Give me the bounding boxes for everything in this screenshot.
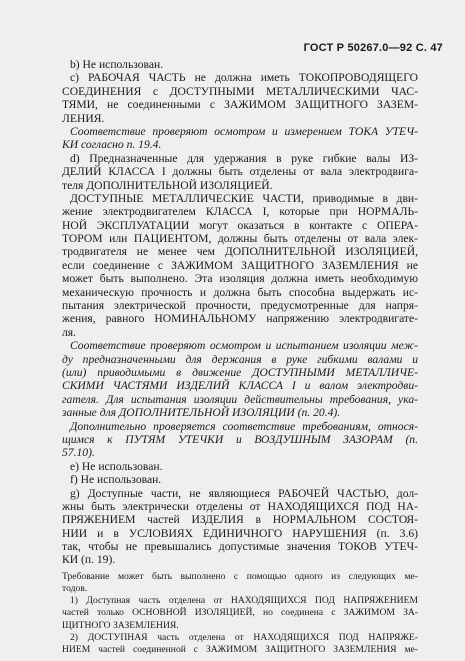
text-line: занные для ДОПОЛНИТЕЛЬНОЙ ИЗОЛЯЦИИ (п. 20.4). <box>62 406 341 420</box>
text-line: тодов. <box>62 583 88 595</box>
text-line: ТОРОМ или ПАЦИЕНТОМ, должны быть отделены от вала элек- <box>62 232 418 246</box>
text-line: может быть выполнено. Эта изоляция должна иметь необходимую <box>62 272 418 286</box>
text-line: 1) Доступная часть отделена от НАХОДЯЩИХСЯ ПОД НАПРЯЖЕНИЕМ <box>70 595 418 607</box>
text-line: ДЕЛИЙ КЛАССА I должны быть отделены от вала электродвига- <box>62 165 418 179</box>
text-line: 57.10). <box>62 446 95 460</box>
text-line: ду предназначенными для держания в руке гибкими валами и <box>62 352 418 366</box>
text-line: тродвигателя не менее чем ДОПОЛНИТЕЛЬНОЙ ИЗОЛЯЦИЕЙ, <box>62 245 418 259</box>
text-line: ДОСТУПНЫЕ МЕТАЛЛИЧЕСКИЕ ЧАСТИ, приводимые в дви- <box>70 191 418 205</box>
text-line: жны быть электрически отделены от НАХОДЯЩИХСЯ ПОД НА- <box>62 499 418 513</box>
page-header: ГОСТ Р 50267.0—92 С. 47 <box>303 42 443 54</box>
text-line: НИИ и в УСЛОВИЯХ ЕДИНИЧНОГО НАРУШЕНИЯ (п. 3.6) <box>62 526 418 540</box>
text-line: гателя. Для испытания изоляции действительны требования, ука- <box>62 392 418 406</box>
text-line: b) Не использован. <box>70 58 164 71</box>
text-line: Требование может быть выполнено с помощью одного из следующих ме- <box>62 570 418 582</box>
text-line: с) РАБОЧАЯ ЧАСТЬ не должна иметь ТОКОПРОВОДЯЩЕГО <box>70 71 418 85</box>
text-line: (или) приводимыми в движение ДОСТУПНЫМИ МЕТАЛЛИЧЕ- <box>62 365 418 379</box>
text-line: Соответствие проверяют осмотром и испытанием изоляции меж- <box>70 339 418 353</box>
text-line: теля ДОПОЛНИТЕЛЬНОЙ ИЗОЛЯЦИЕЙ. <box>62 178 273 192</box>
text-line: КИ согласно п. 19.4. <box>62 138 162 152</box>
note-paragraphs <box>62 571 418 656</box>
text-line: Соответствие проверяют осмотром и измерением ТОКА УТЕЧ- <box>70 124 418 138</box>
text-line: если соединение с ЗАЖИМОМ ЗАЩИТНОГО ЗАЗЕМЛЕНИЯ не <box>62 258 418 272</box>
text-line: ТЯМИ, не соединенными с ЗАЖИМОМ ЗАЩИТНОГО ЗАЗЕМ- <box>62 98 418 112</box>
text-line: щимся к ПУТЯМ УТЕЧКИ и ВОЗДУШНЫМ ЗАЗОРАМ (п. <box>62 432 418 446</box>
text-line: так, чтобы не превышались допустимые значения ТОКОВ УТЕЧ- <box>62 540 418 554</box>
text-line: g) Доступные части, не являющиеся РАБОЧЕЙ ЧАСТЬЮ, дол- <box>70 486 418 500</box>
text-line: НОЙ ЭКСПЛУАТАЦИИ могут оказаться в контакте с ОПЕРА- <box>62 218 418 232</box>
text-line: e) Не использован. <box>70 459 163 473</box>
text-line: СКИМИ ЧАСТЯМИ ИЗДЕЛИЙ КЛАССА I и валом электродви- <box>62 379 418 393</box>
text-line: f) Не использован. <box>70 473 162 487</box>
body-text <box>62 58 418 656</box>
text-line: частей только ОСНОВНОЙ ИЗОЛЯЦИЕЙ, но соединена с ЗАЖИМОМ ЗА- <box>62 607 418 619</box>
text-line: ЩИТНОГО ЗАЗЕМЛЕНИЯ. <box>62 619 179 631</box>
text-line: Дополнительно проверяется соответствие требованиям, относя- <box>70 419 418 433</box>
text-line: жения, равного НОМИНАЛЬНОМУ напряжению электродвигате- <box>62 312 418 326</box>
text-line: жение электродвигателем КЛАССА I, которые при НОРМАЛЬ- <box>62 205 418 219</box>
text-line: d) Предназначенные для удержания в руке гибкие валы ИЗ- <box>70 151 418 165</box>
text-line: 2) ДОСТУПНАЯ часть отделена от НАХОДЯЩИХСЯ ПОД НАПРЯЖЕ- <box>70 631 418 643</box>
text-line: механическую прочность и должна быть способна выдержать ис- <box>62 285 418 299</box>
text-line: ПРЯЖЕНИЕМ частей ИЗДЕЛИЯ в НОРМАЛЬНОМ СОСТОЯ- <box>62 513 418 527</box>
text-line: ЛЕНИЯ. <box>62 111 105 125</box>
text-line: КИ (п. 19). <box>62 553 116 567</box>
text-line: пытания электрической прочности, предусмотренные для напря- <box>62 299 418 313</box>
text-line: ля. <box>62 325 77 339</box>
text-line: НИЕМ частей соединенной с ЗАЖИМОМ ЗАЩИТНОГО ЗАЗЕМЛЕНИЯ ме- <box>62 643 418 655</box>
text-line: СОЕДИНЕНИЯ с ДОСТУПНЫМИ МЕТАЛЛИЧЕСКИМИ ЧАС- <box>62 84 418 98</box>
main-paragraphs <box>62 58 418 567</box>
